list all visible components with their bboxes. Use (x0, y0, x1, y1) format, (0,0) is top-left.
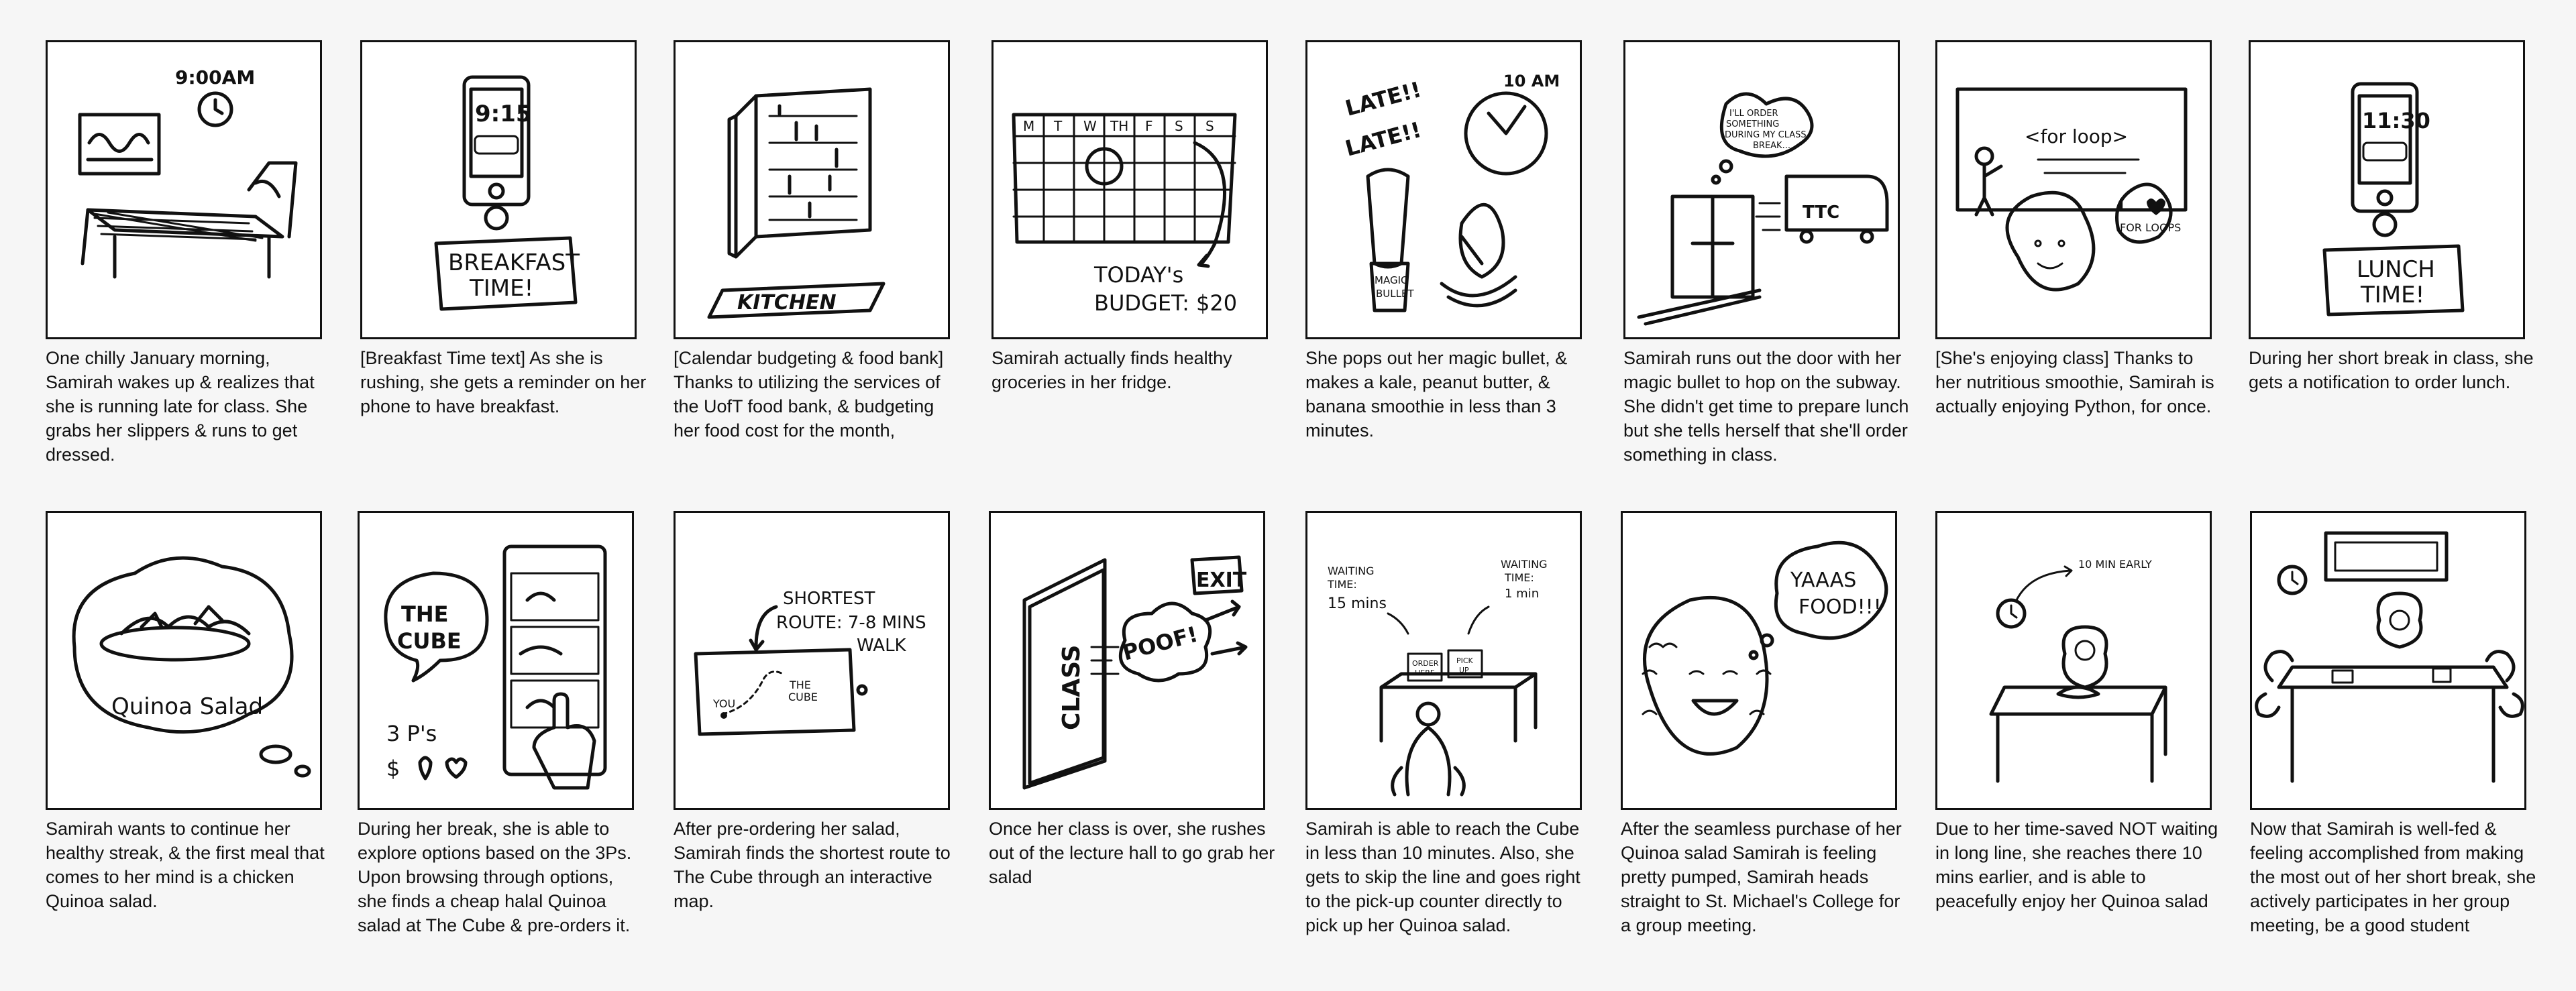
panel-14 (1621, 511, 1902, 937)
group-meeting-sketch (2252, 513, 2524, 808)
svg-text:TTC: TTC (1803, 202, 1840, 223)
svg-text:EXIT: EXIT (1196, 569, 1247, 592)
svg-text:9:15: 9:15 (475, 101, 532, 127)
pickup-counter-sketch (1307, 513, 1580, 808)
svg-text:CUBE: CUBE (788, 691, 818, 703)
panel-10 (358, 511, 634, 937)
sketch-frame (46, 40, 322, 339)
svg-text:THE: THE (401, 601, 449, 627)
classroom-sketch (1937, 42, 2210, 337)
svg-text:YOU: YOU (713, 697, 736, 710)
panel-13 (1305, 511, 1582, 937)
sketch-frame (991, 40, 1268, 339)
panel-caption: One chilly January morning, Samirah wakes up & realizes that she is running late for class. She grabs her slippers & runs to get dressed. (46, 348, 315, 465)
sketch-frame (1623, 40, 1900, 339)
svg-text:S: S (1205, 118, 1214, 134)
svg-text:KITCHEN: KITCHEN (737, 291, 837, 314)
svg-text:SHORTEST: SHORTEST (783, 589, 875, 609)
svg-text:BREAKFAST: BREAKFAST (448, 249, 580, 276)
svg-text:3 P's: 3 P's (386, 721, 437, 746)
svg-text:LATE!!: LATE!! (1342, 117, 1424, 162)
calendar-sketch (994, 42, 1266, 337)
sketch-frame (1935, 40, 2212, 339)
panel-8 (2249, 40, 2534, 394)
panel-1 (46, 40, 322, 467)
svg-text:WAITING: WAITING (1328, 565, 1375, 577)
panel-7 (1935, 40, 2212, 418)
panel-16 (2250, 511, 2536, 937)
panel-3 (674, 40, 950, 443)
bedroom-sketch (48, 42, 320, 337)
svg-text:1 min: 1 min (1505, 587, 1540, 601)
svg-text:HERE: HERE (1415, 668, 1435, 677)
svg-text:I'LL ORDER: I'LL ORDER (1729, 109, 1778, 119)
svg-text:TIME!: TIME! (470, 275, 534, 302)
sketch-frame (2249, 40, 2525, 339)
phone-lunch-sketch (2251, 42, 2523, 337)
panel-9 (46, 511, 325, 913)
svg-text:W: W (1083, 118, 1097, 134)
svg-text:WAITING: WAITING (1501, 558, 1548, 571)
svg-text:I: I (2118, 197, 2125, 214)
sketch-frame (1935, 511, 2212, 810)
svg-text:DURING MY CLASS: DURING MY CLASS (1725, 130, 1807, 140)
svg-text:WALK: WALK (857, 636, 906, 656)
happy-samirah-sketch (1623, 513, 1895, 808)
panel-caption: During her break, she is able to explore options based on the 3Ps. Upon browsing through options, she finds a cheap halal Quinoa salad at The Cube & pre-orders it. (358, 819, 632, 935)
panel-caption: [Calendar budgeting & food bank] Thanks to utilizing the services of the UofT food bank, & budgeting her food cost for the month, (674, 348, 944, 441)
panel-caption: After pre-ordering her salad, Samirah finds the shortest route to The Cube through an interactive map. (674, 819, 951, 911)
thought-salad-sketch (48, 513, 320, 808)
svg-text:BREAK...: BREAK... (1753, 141, 1790, 151)
panel-12 (989, 511, 1275, 889)
svg-text:TIME!: TIME! (2361, 282, 2425, 308)
svg-text:Quinoa Salad: Quinoa Salad (111, 693, 264, 720)
panel-11 (674, 511, 950, 913)
svg-text:TODAY's: TODAY's (1094, 262, 1184, 288)
early-arrival-sketch (1937, 513, 2210, 808)
panel-caption: [She's enjoying class] Thanks to her nutritious smoothie, Samirah is actually enjoying Python, for once. (1935, 348, 2214, 416)
svg-text:UP: UP (1459, 666, 1469, 675)
svg-text:LATE!!: LATE!! (1342, 76, 1424, 121)
phone-reminder-sketch (362, 42, 635, 337)
panel-4 (991, 40, 1268, 394)
sketch-frame (2250, 511, 2526, 810)
svg-text:THE: THE (790, 679, 811, 691)
fridge-sketch (676, 42, 948, 337)
sketch-frame (358, 511, 634, 810)
sketch-frame (674, 511, 950, 810)
map-route-sketch (676, 513, 948, 808)
svg-text:F: F (1145, 118, 1153, 134)
svg-text:<for loop>: <for loop> (2025, 125, 2129, 148)
panel-6 (1623, 40, 1909, 467)
svg-text:PICK: PICK (1456, 656, 1473, 665)
class-exit-sketch (991, 513, 1263, 808)
svg-text:YAAAS: YAAAS (1790, 569, 1857, 592)
panel-caption: Samirah is able to reach the Cube in less than 10 minutes. Also, she gets to skip the line and goes right to the pick-up counter directly to pick up her Quinoa salad. (1305, 819, 1580, 935)
sketch-frame (1305, 40, 1582, 339)
svg-text:LUNCH: LUNCH (2357, 256, 2435, 283)
svg-text:S: S (1175, 118, 1183, 134)
subway-sketch (1625, 42, 1898, 337)
panel-2 (360, 40, 647, 418)
panel-caption: During her short break in class, she gets a notification to order lunch. (2249, 348, 2534, 392)
sketch-frame (46, 511, 322, 810)
sketch-frame (360, 40, 637, 339)
svg-text:BULLET: BULLET (1376, 288, 1414, 300)
svg-text:POOF!: POOF! (1120, 621, 1201, 666)
sketch-frame (989, 511, 1265, 810)
svg-text:FOR LOOPS: FOR LOOPS (2120, 221, 2182, 234)
svg-text:TH: TH (1110, 118, 1129, 134)
svg-text:MAGIC: MAGIC (1375, 274, 1408, 286)
svg-text:TIME:: TIME: (1328, 578, 1357, 591)
svg-text:ROUTE: 7-8 MINS: ROUTE: 7-8 MINS (776, 613, 926, 633)
panel-caption: She pops out her magic bullet, & makes a kale, peanut butter, & banana smoothie in less than 3 minutes. (1305, 348, 1568, 441)
app-browse-sketch (360, 513, 632, 808)
svg-text:CUBE: CUBE (397, 628, 462, 654)
panel-caption: Samirah runs out the door with her magic bullet to hop on the subway. She didn't get time to prepare lunch but she tells herself that she'll order something in class. (1623, 348, 1909, 465)
panel-caption: Due to her time-saved NOT waiting in long line, she reaches there 10 mins earlier, and is able to peacefully enjoy her Quinoa salad (1935, 819, 2218, 911)
svg-text:SOMETHING: SOMETHING (1726, 119, 1780, 129)
panel-caption: Now that Samirah is well-fed & feeling accomplished from making the most out of her short break, she actively participates in her group meeting, be a good student (2250, 819, 2536, 935)
sketch-frame (1621, 511, 1897, 810)
panel-caption: Samirah wants to continue her healthy streak, & the first meal that comes to her mind is a chicken Quinoa salad. (46, 819, 325, 911)
svg-text:11:30: 11:30 (2362, 108, 2430, 133)
panel-15 (1935, 511, 2218, 913)
svg-text:ORDER: ORDER (1412, 659, 1439, 668)
svg-text:15 mins: 15 mins (1328, 595, 1387, 612)
panel-5 (1305, 40, 1582, 443)
svg-text:BUDGET: $20: BUDGET: $20 (1094, 290, 1238, 316)
sketch-frame (1305, 511, 1582, 810)
svg-text:FOOD!!!: FOOD!!! (1799, 595, 1882, 619)
svg-text:9:00AM: 9:00AM (175, 66, 256, 89)
svg-text:$: $ (386, 756, 400, 781)
panel-caption: Samirah actually finds healthy groceries in her fridge. (991, 348, 1232, 392)
panel-caption: After the seamless purchase of her Quinoa salad Samirah is feeling pretty pumped, Samirah heads straight to St. Michael's College for a group meeting. (1621, 819, 1902, 935)
svg-text:T: T (1054, 118, 1063, 134)
sketch-frame (674, 40, 950, 339)
panel-caption: [Breakfast Time text] As she is rushing, she gets a reminder on her phone to have breakfast. (360, 348, 647, 416)
smoothie-sketch (1307, 42, 1580, 337)
svg-text:10 MIN EARLY: 10 MIN EARLY (2078, 558, 2152, 571)
svg-text:M: M (1023, 118, 1035, 134)
svg-text:TIME:: TIME: (1505, 571, 1534, 584)
svg-text:CLASS: CLASS (1058, 644, 1085, 730)
panel-caption: Once her class is over, she rushes out of the lecture hall to go grab her salad (989, 819, 1275, 887)
svg-text:10 AM: 10 AM (1503, 72, 1560, 91)
